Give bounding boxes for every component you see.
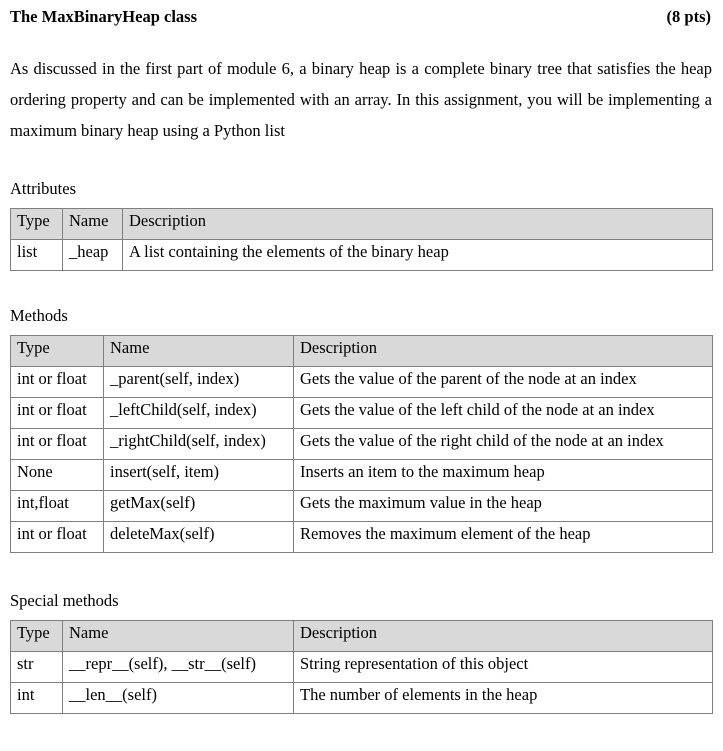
type-cell: int or float [11, 429, 104, 460]
type-cell: int or float [11, 522, 104, 553]
table-row [11, 683, 713, 714]
description-cell: Gets the value of the left child of the node at an index [294, 398, 713, 429]
name-cell: getMax(self) [104, 491, 294, 522]
table-header-row [11, 209, 713, 240]
table-row [11, 652, 713, 683]
class-title: The MaxBinaryHeap class [10, 7, 198, 26]
type-cell: list [11, 240, 63, 271]
name-cell: _heap [63, 240, 123, 271]
name-cell: insert(self, item) [104, 460, 294, 491]
table-row [11, 240, 713, 271]
special-methods-heading: Special methods [10, 591, 119, 610]
special-methods-table [10, 620, 713, 714]
table-header-row [11, 336, 713, 367]
description-cell: Gets the value of the parent of the node at an index [294, 367, 713, 398]
column-header: Type [11, 209, 63, 240]
table-row [11, 429, 713, 460]
type-cell: int or float [11, 367, 104, 398]
column-header: Description [294, 336, 713, 367]
column-header: Type [11, 336, 104, 367]
column-header: Type [11, 621, 63, 652]
table-row [11, 522, 713, 553]
attributes-heading: Attributes [10, 179, 76, 198]
points-label: (8 pts) [666, 7, 711, 26]
description-cell: Gets the maximum value in the heap [294, 491, 713, 522]
methods-heading: Methods [10, 306, 68, 325]
table-row [11, 398, 713, 429]
section-header [10, 7, 711, 27]
column-header: Name [63, 209, 123, 240]
type-cell: int,float [11, 491, 104, 522]
name-cell: deleteMax(self) [104, 522, 294, 553]
column-header: Description [123, 209, 713, 240]
description-cell: Inserts an item to the maximum heap [294, 460, 713, 491]
description-cell: The number of elements in the heap [294, 683, 713, 714]
column-header: Name [63, 621, 294, 652]
methods-table [10, 335, 713, 553]
type-cell: None [11, 460, 104, 491]
description-cell: String representation of this object [294, 652, 713, 683]
description-cell: Removes the maximum element of the heap [294, 522, 713, 553]
table-row [11, 460, 713, 491]
name-cell: __repr__(self), __str__(self) [63, 652, 294, 683]
table-header-row [11, 621, 713, 652]
name-cell: _parent(self, index) [104, 367, 294, 398]
description-cell: Gets the value of the right child of the node at an index [294, 429, 713, 460]
column-header: Description [294, 621, 713, 652]
column-header: Name [104, 336, 294, 367]
type-cell: str [11, 652, 63, 683]
attributes-table [10, 208, 713, 271]
name-cell: _leftChild(self, index) [104, 398, 294, 429]
table-row [11, 367, 713, 398]
name-cell: __len__(self) [63, 683, 294, 714]
table-row [11, 491, 713, 522]
intro-paragraph: As discussed in the first part of module 6, a binary heap is a complete binary tree that satisfies the heap ordering property and can be implemented with an array. In this assignment, you will be implementing a maximum binary heap using a Python list [10, 59, 712, 140]
type-cell: int [11, 683, 63, 714]
description-cell: A list containing the elements of the binary heap [123, 240, 713, 271]
name-cell: _rightChild(self, index) [104, 429, 294, 460]
type-cell: int or float [11, 398, 104, 429]
